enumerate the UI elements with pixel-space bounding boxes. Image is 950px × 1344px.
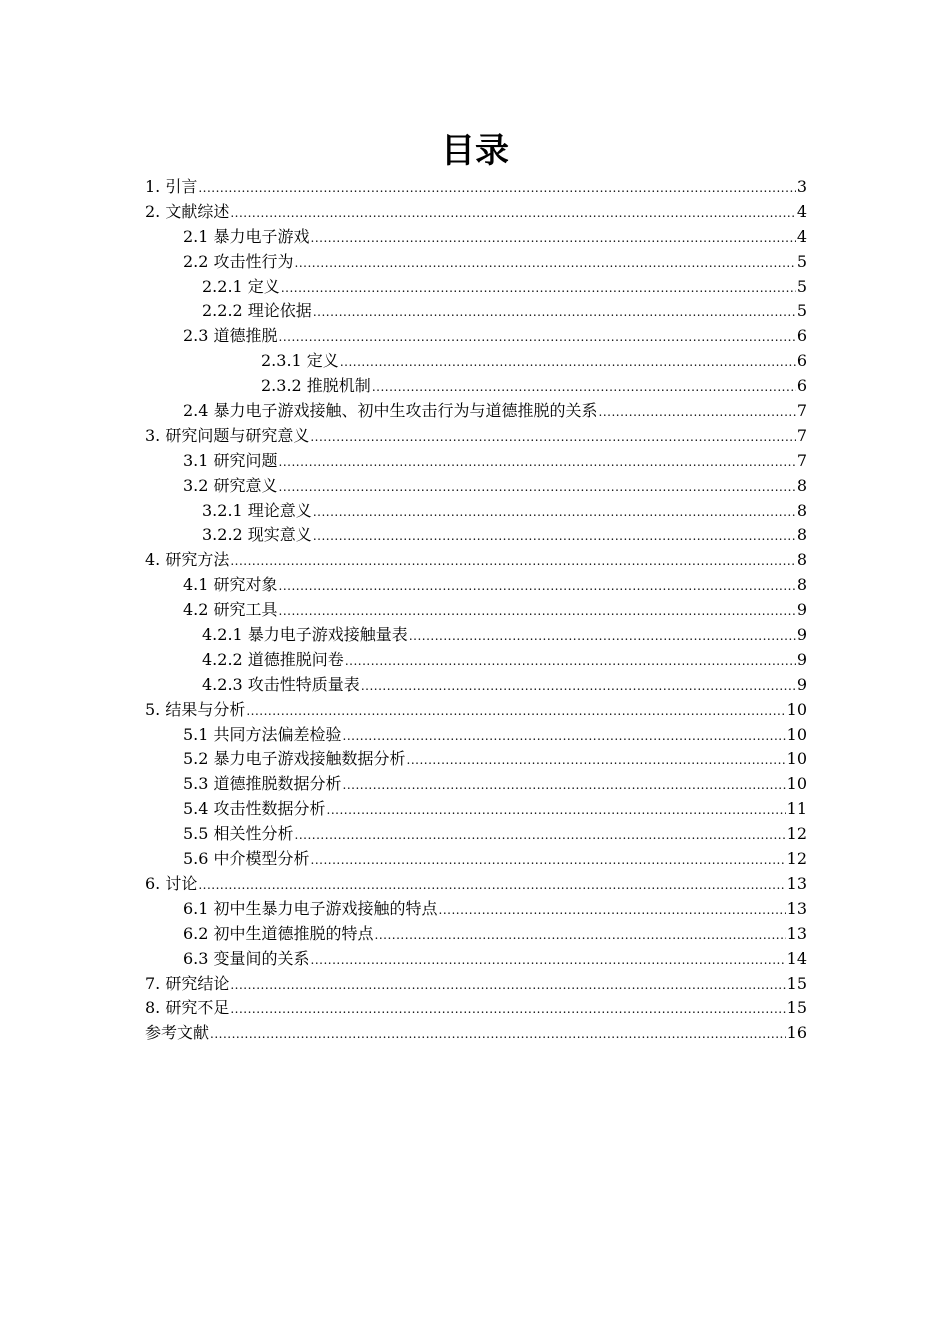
toc-entry-page-number: 12 [786,849,807,869]
toc-leader-dots [343,724,786,749]
toc-entry-page-number: 4 [796,201,807,221]
toc-entry-page-number: 7 [796,425,807,445]
toc-entry-page-number: 11 [786,799,807,819]
toc-entry-page-number: 9 [796,625,807,645]
toc-entry-label: 1. 引言 [145,177,198,196]
toc-entry[interactable] [145,897,807,922]
toc-entry-page-number: 13 [786,923,807,943]
toc-leader-dots [599,400,796,425]
toc-leader-dots [281,276,796,301]
toc-entry-page-number: 9 [796,674,807,694]
toc-entry[interactable] [145,299,807,324]
toc-entry-label: 4. 研究方法 [145,550,230,570]
toc-leader-dots [311,848,786,873]
toc-entry-label: 5.2 暴力电子游戏接触数据分析 [183,749,406,769]
toc-leader-dots [375,923,786,948]
toc-entry[interactable] [145,275,807,300]
toc-entry-page-number: 7 [796,450,807,470]
toc-leader-dots [343,773,786,798]
toc-entry-page-number: 9 [796,649,807,669]
toc-entry-label: 6.1 初中生暴力电子游戏接触的特点 [183,898,438,918]
toc-entry-label: 2.3.1 定义 [261,351,339,371]
toc-entry-page-number: 13 [786,873,807,893]
toc-entry[interactable] [145,548,807,573]
toc-entry-label: 2.1 暴力电子游戏 [183,226,310,246]
toc-leader-dots [210,1022,786,1047]
toc-entry[interactable] [145,250,807,275]
toc-entry-label: 3. 研究问题与研究意义 [145,425,310,445]
toc-entry-label: 2.3 道德推脱 [183,326,278,346]
toc-entry-label: 3.1 研究问题 [183,450,278,470]
table-of-contents [145,175,807,1046]
toc-entry[interactable] [145,573,807,598]
toc-entry-page-number: 12 [786,824,807,844]
toc-entry-page-number: 3 [796,177,807,196]
toc-entry-label: 4.2.1 暴力电子游戏接触量表 [202,625,408,645]
toc-entry-label: 5.5 相关性分析 [183,824,294,844]
toc-entry-label: 5.1 共同方法偏差检验 [183,724,342,744]
toc-entry[interactable] [145,747,807,772]
toc-entry-label: 2.2 攻击性行为 [183,251,294,271]
toc-entry[interactable] [145,673,807,698]
toc-entry-label: 4.1 研究对象 [183,575,278,595]
toc-entry[interactable] [145,947,807,972]
toc-entry[interactable] [145,922,807,947]
toc-entry[interactable] [145,424,807,449]
toc-entry[interactable] [145,499,807,524]
toc-entry-page-number: 15 [786,973,807,993]
toc-leader-dots [279,475,796,500]
toc-entry[interactable] [145,698,807,723]
toc-entry[interactable] [145,822,807,847]
toc-leader-dots [230,973,785,998]
toc-entry-page-number: 8 [796,500,807,520]
toc-entry[interactable] [145,598,807,623]
toc-leader-dots [295,251,796,276]
toc-entry-label: 4.2.3 攻击性特质量表 [202,674,360,694]
toc-entry[interactable] [145,200,807,225]
toc-entry-page-number: 6 [796,376,807,396]
toc-leader-dots [345,649,796,674]
toc-entry[interactable] [145,324,807,349]
toc-entry-label: 2.2.1 定义 [202,276,280,296]
toc-entry[interactable] [145,972,807,997]
toc-leader-dots [313,524,796,549]
toc-leader-dots [340,350,796,375]
toc-entry[interactable] [145,449,807,474]
toc-entry-page-number: 8 [796,475,807,495]
toc-entry-page-number: 15 [786,998,807,1018]
toc-entry[interactable] [145,474,807,499]
toc-entry-label: 6.3 变量间的关系 [183,948,310,968]
toc-entry[interactable] [145,996,807,1021]
toc-leader-dots [279,599,796,624]
toc-entry-label: 6.2 初中生道德推脱的特点 [183,923,374,943]
toc-entry[interactable] [145,175,807,200]
toc-entry[interactable] [145,847,807,872]
toc-entry-page-number: 10 [786,774,807,794]
toc-leader-dots [327,798,786,823]
toc-entry[interactable] [145,723,807,748]
toc-entry-label: 2.2.2 理论依据 [202,301,312,321]
toc-entry-label: 6. 讨论 [145,873,198,893]
toc-entry-label: 2.4 暴力电子游戏接触、初中生攻击行为与道德推脱的关系 [183,401,598,421]
toc-entry-page-number: 13 [786,898,807,918]
toc-entry-label: 4.2 研究工具 [183,600,278,620]
toc-entry[interactable] [145,872,807,897]
toc-entry-label: 参考文献 [145,1023,210,1043]
toc-leader-dots [230,549,795,574]
toc-entry-page-number: 7 [796,401,807,421]
toc-leader-dots [198,176,795,201]
toc-entry-label: 2. 文献综述 [145,201,230,221]
toc-entry-label: 5.4 攻击性数据分析 [183,799,326,819]
toc-entry-label: 3.2 研究意义 [183,475,278,495]
toc-leader-dots [295,823,786,848]
toc-entry-page-number: 10 [786,699,807,719]
toc-entry-label: 4.2.2 道德推脱问卷 [202,649,344,669]
toc-leader-dots [409,624,796,649]
toc-entry-page-number: 14 [786,948,807,968]
toc-leader-dots [279,450,796,475]
toc-leader-dots [310,425,795,450]
toc-entry[interactable] [145,623,807,648]
toc-leader-dots [230,201,795,226]
toc-entry-page-number: 5 [796,301,807,321]
toc-entry[interactable] [145,523,807,548]
toc-entry-page-number: 8 [796,550,807,570]
toc-leader-dots [279,325,796,350]
toc-entry[interactable] [145,349,807,374]
toc-leader-dots [198,873,785,898]
toc-entry-label: 3.2.2 现实意义 [202,525,312,545]
toc-entry-label: 5.3 道德推脱数据分析 [183,774,342,794]
toc-entry[interactable] [145,1021,807,1046]
toc-entry-page-number: 8 [796,525,807,545]
toc-entry-page-number: 6 [796,351,807,371]
toc-entry-label: 5.6 中介模型分析 [183,849,310,869]
toc-leader-dots [246,699,785,724]
page-title: 目录 [441,131,509,171]
toc-leader-dots [407,748,786,773]
toc-entry-label: 2.3.2 推脱机制 [261,376,371,396]
toc-entry-page-number: 6 [796,326,807,346]
toc-entry-label: 5. 结果与分析 [145,699,246,719]
toc-entry-label: 7. 研究结论 [145,973,230,993]
toc-entry-label: 3.2.1 理论意义 [202,500,312,520]
toc-leader-dots [361,674,796,699]
toc-leader-dots [311,948,786,973]
toc-leader-dots [230,997,785,1022]
toc-entry-page-number: 8 [796,575,807,595]
toc-leader-dots [313,300,796,325]
toc-leader-dots [279,574,796,599]
toc-leader-dots [372,375,796,400]
toc-entry[interactable] [145,374,807,399]
toc-leader-dots [313,500,796,525]
toc-leader-dots [311,226,796,251]
toc-entry-page-number: 5 [796,251,807,271]
toc-entry-page-number: 5 [796,276,807,296]
toc-entry[interactable] [145,399,807,424]
toc-entry-label: 8. 研究不足 [145,998,230,1018]
toc-entry-page-number: 16 [786,1023,807,1043]
toc-entry[interactable] [145,772,807,797]
toc-entry-page-number: 4 [796,226,807,246]
toc-entry[interactable] [145,648,807,673]
toc-entry-page-number: 10 [786,749,807,769]
toc-entry[interactable] [145,225,807,250]
toc-entry-page-number: 10 [786,724,807,744]
toc-entry[interactable] [145,797,807,822]
toc-leader-dots [439,898,786,923]
toc-entry-page-number: 9 [796,600,807,620]
